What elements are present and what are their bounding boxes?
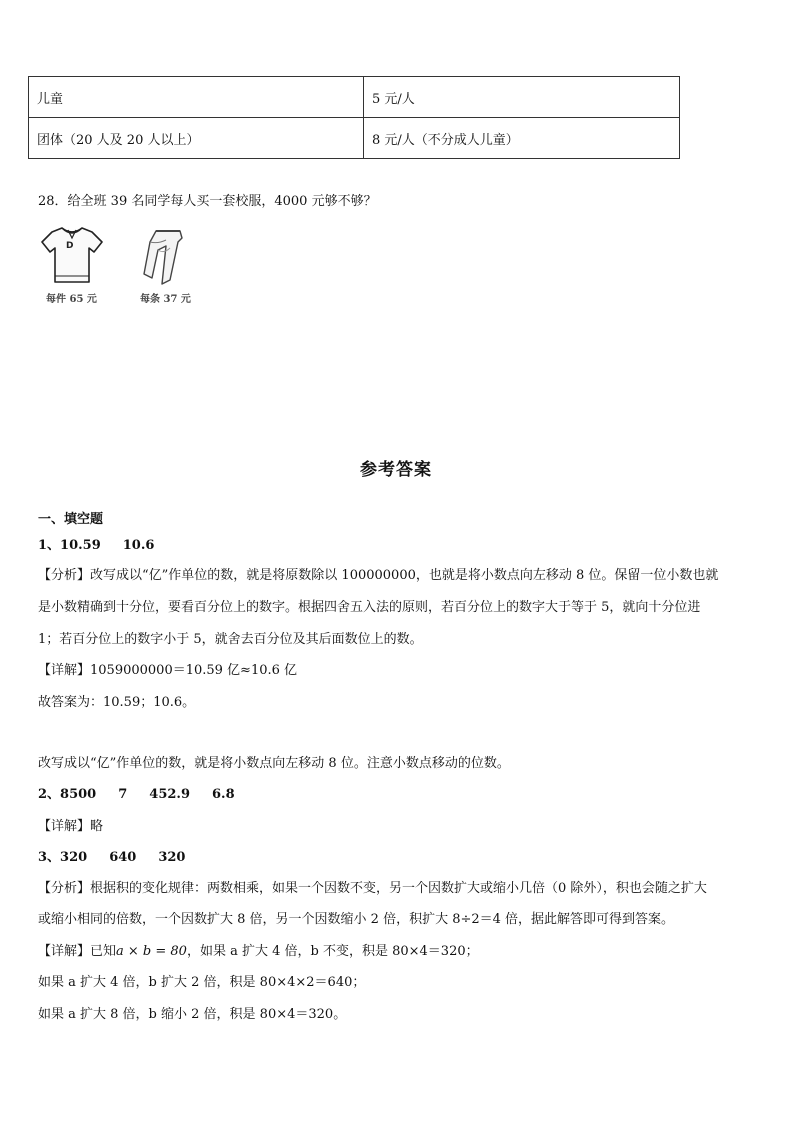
- answer-2-num: 2、8500: [38, 787, 97, 802]
- table-cell: 儿童: [29, 77, 364, 118]
- answer-1-analysis-line-1: 【分析】改写成以“亿”作单位的数，就是将原数除以 100000000，也就是将小数点向左移动 8 位。保留一位小数也就: [38, 568, 719, 583]
- shirt-caption: 每件 65 元: [46, 294, 97, 305]
- table-row: [29, 77, 680, 118]
- shirt-icon: [40, 224, 104, 286]
- answer-2: [38, 783, 235, 802]
- answer-3-value-3: 320: [158, 850, 186, 865]
- answer-1-analysis-line-3: 1；若百分位上的数字小于 5，就舍去百分位及其后面数位上的数。: [38, 632, 423, 647]
- answer-1-detail: 【详解】1059000000＝10.59 亿≈10.6 亿: [38, 663, 298, 678]
- answer-2-value-2: 7: [118, 787, 128, 802]
- answer-3-formula: a × b = 80: [116, 944, 187, 959]
- question-28: 28．给全班 39 名同学每人买一套校服，4000 元够不够？: [38, 194, 377, 209]
- answers-title: 参考答案: [360, 460, 432, 480]
- answer-1-analysis-line-2: 是小数精确到十分位，要看百分位上的数字。根据四舍五入法的原则，若百分位上的数字大于等于 5，就向十分位进: [38, 600, 701, 615]
- answer-1-value-2: 10.6: [122, 538, 155, 553]
- answer-1-num: 1、10.59: [38, 538, 101, 553]
- table-cell: 团体（20 人及 20 人以上）: [29, 118, 364, 159]
- pants-caption: 每条 37 元: [140, 294, 191, 305]
- answer-2-value-3: 452.9: [149, 787, 190, 802]
- answer-1-result: 故答案为：10.59；10.6。: [38, 695, 196, 710]
- price-table: [28, 76, 680, 159]
- table-cell: 8 元/人（不分成人儿童）: [364, 118, 680, 159]
- shirt-letter: D: [66, 241, 74, 251]
- answer-1: [38, 534, 154, 553]
- answer-2-detail: 【详解】略: [38, 819, 104, 834]
- answer-3-line-2: 如果 a 扩大 4 倍，b 扩大 2 倍，积是 80×4×2＝640；: [38, 975, 366, 990]
- answer-3-analysis-line-2: 或缩小相同的倍数，一个因数扩大 8 倍，另一个因数缩小 2 倍，积扩大 8÷2＝4 倍，据此解答即可得到答案。: [38, 912, 675, 927]
- answer-3-analysis-line-1: 【分析】根据积的变化规律：两数相乘，如果一个因数不变，另一个因数扩大或缩小几倍（0 除外），积也会随之扩大: [38, 881, 707, 896]
- answer-3-line-3: 如果 a 扩大 8 倍，b 缩小 2 倍，积是 80×4＝320。: [38, 1007, 347, 1022]
- answer-1-note: 改写成以“亿”作单位的数，就是将小数点向左移动 8 位。注意小数点移动的位数。: [38, 756, 510, 771]
- answer-3-num: 3、320: [38, 850, 88, 865]
- section-heading: 一、填空题: [38, 512, 104, 527]
- answer-3-detail-suffix: ，如果 a 扩大 4 倍，b 不变，积是 80×4＝320；: [186, 944, 479, 959]
- answer-3-detail-prefix: 【详解】已知: [38, 944, 117, 959]
- pants-icon: [140, 228, 188, 286]
- table-cell: 5 元/人: [364, 77, 680, 118]
- table-row: [29, 118, 680, 159]
- answer-3-detail: [38, 940, 479, 959]
- answer-3: [38, 846, 185, 865]
- answer-2-value-4: 6.8: [212, 787, 235, 802]
- answer-3-value-2: 640: [109, 850, 137, 865]
